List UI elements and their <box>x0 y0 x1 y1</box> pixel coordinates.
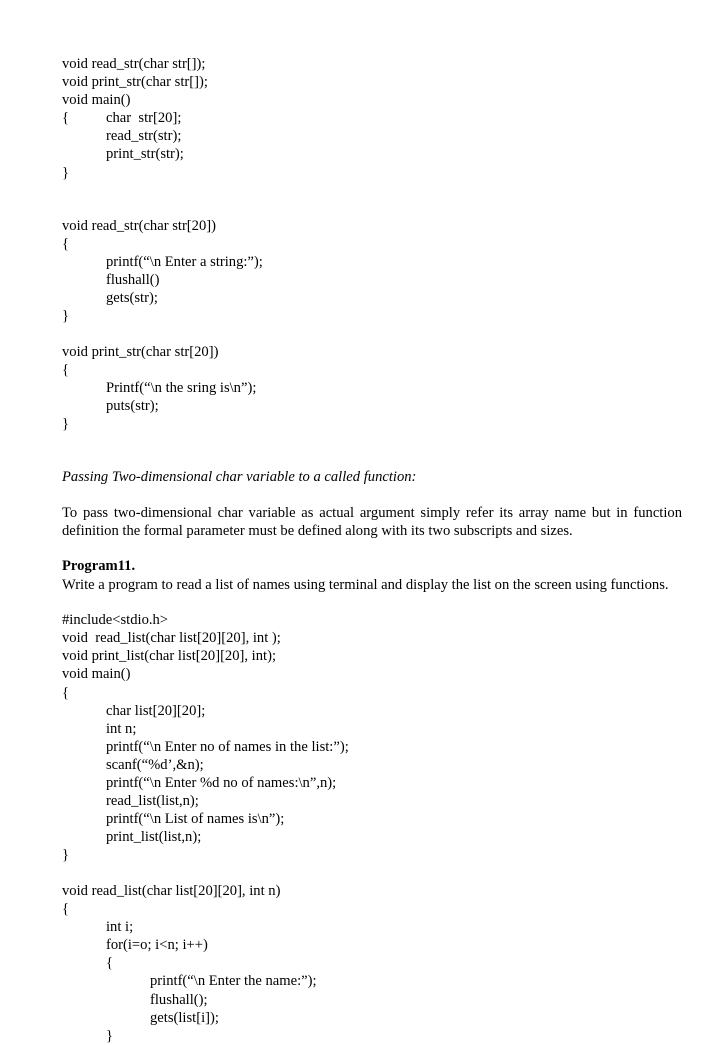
program-title: Program11. <box>62 558 136 575</box>
code-line: flushall() <box>106 271 160 288</box>
code-line: int i; <box>106 919 134 936</box>
spacer <box>62 325 682 343</box>
code-line: { <box>62 684 70 701</box>
code-line: void print_str(char str[]); <box>62 74 208 91</box>
spacer <box>62 864 682 882</box>
code-line: } <box>106 1027 114 1044</box>
code-line: printf(“\n Enter the name:”); <box>150 973 317 990</box>
code-line: scanf(“%d’,&n); <box>106 756 204 773</box>
code-block-read-list <box>62 882 682 1045</box>
code-block-prototypes-main <box>62 55 682 182</box>
spacer <box>62 594 682 612</box>
code-line: void read_str(char str[20]) <box>62 217 216 234</box>
code-line: void print_str(char str[20]) <box>62 343 219 360</box>
document-page <box>62 55 682 1045</box>
code-line: printf(“\n Enter a string:”); <box>106 253 263 270</box>
spacer <box>62 182 682 217</box>
code-line: void read_str(char str[]); <box>62 56 206 72</box>
code-line: void print_list(char list[20][20], int); <box>62 648 277 665</box>
code-block-program11-main <box>62 611 682 864</box>
program-description: Write a program to read a list of names using terminal and display the list on the screen using functions. <box>62 576 669 593</box>
code-text: char str[20]; <box>106 110 182 127</box>
code-line: char list[20][20]; <box>106 702 206 719</box>
code-line: int n; <box>106 720 137 737</box>
section-heading: Passing Two-dimensional char variable to a called function: <box>62 469 417 486</box>
code-line: read_str(str); <box>106 128 182 145</box>
spacer <box>62 433 682 468</box>
code-brace: { <box>62 110 70 127</box>
code-line: { <box>62 361 70 378</box>
code-line: read_list(list,n); <box>106 793 199 810</box>
code-line: void read_list(char list[20][20], int n) <box>62 882 281 899</box>
code-line: { <box>62 235 70 252</box>
code-line: print_str(str); <box>106 146 184 163</box>
code-line: for(i=o; i<n; i++) <box>106 937 208 954</box>
code-line: puts(str); <box>106 398 159 414</box>
code-line <box>62 109 682 127</box>
code-line: { <box>62 901 70 918</box>
code-line: printf(“\n Enter no of names in the list:”); <box>106 738 349 755</box>
code-line: gets(str); <box>106 290 158 307</box>
code-line: printf(“\n List of names is\n”); <box>106 811 285 828</box>
code-line: #include<stdio.h> <box>62 612 169 629</box>
spacer <box>62 540 682 558</box>
code-line: printf(“\n Enter %d no of names:\n”,n); <box>106 775 337 791</box>
code-block-print-str <box>62 343 682 433</box>
code-block-read-str <box>62 217 682 326</box>
code-line: } <box>62 308 70 325</box>
code-line: } <box>62 847 70 864</box>
code-line: void read_list(char list[20][20], int ); <box>62 630 281 647</box>
code-line: void main() <box>62 92 131 109</box>
code-line: } <box>62 164 70 181</box>
code-line: flushall(); <box>150 991 208 1008</box>
code-line: gets(list[i]); <box>150 1009 219 1026</box>
code-line: { <box>106 955 114 972</box>
body-paragraph: To pass two-dimensional char variable as actual argument simply refer its array name but in function definition the formal parameter must be defined along with its two subscripts and sizes. <box>62 504 682 539</box>
code-line: } <box>62 416 70 433</box>
code-line: print_list(list,n); <box>106 829 202 846</box>
code-line: Printf(“\n the sring is\n”); <box>106 379 257 396</box>
spacer <box>62 486 682 504</box>
code-line: void main() <box>62 666 131 683</box>
